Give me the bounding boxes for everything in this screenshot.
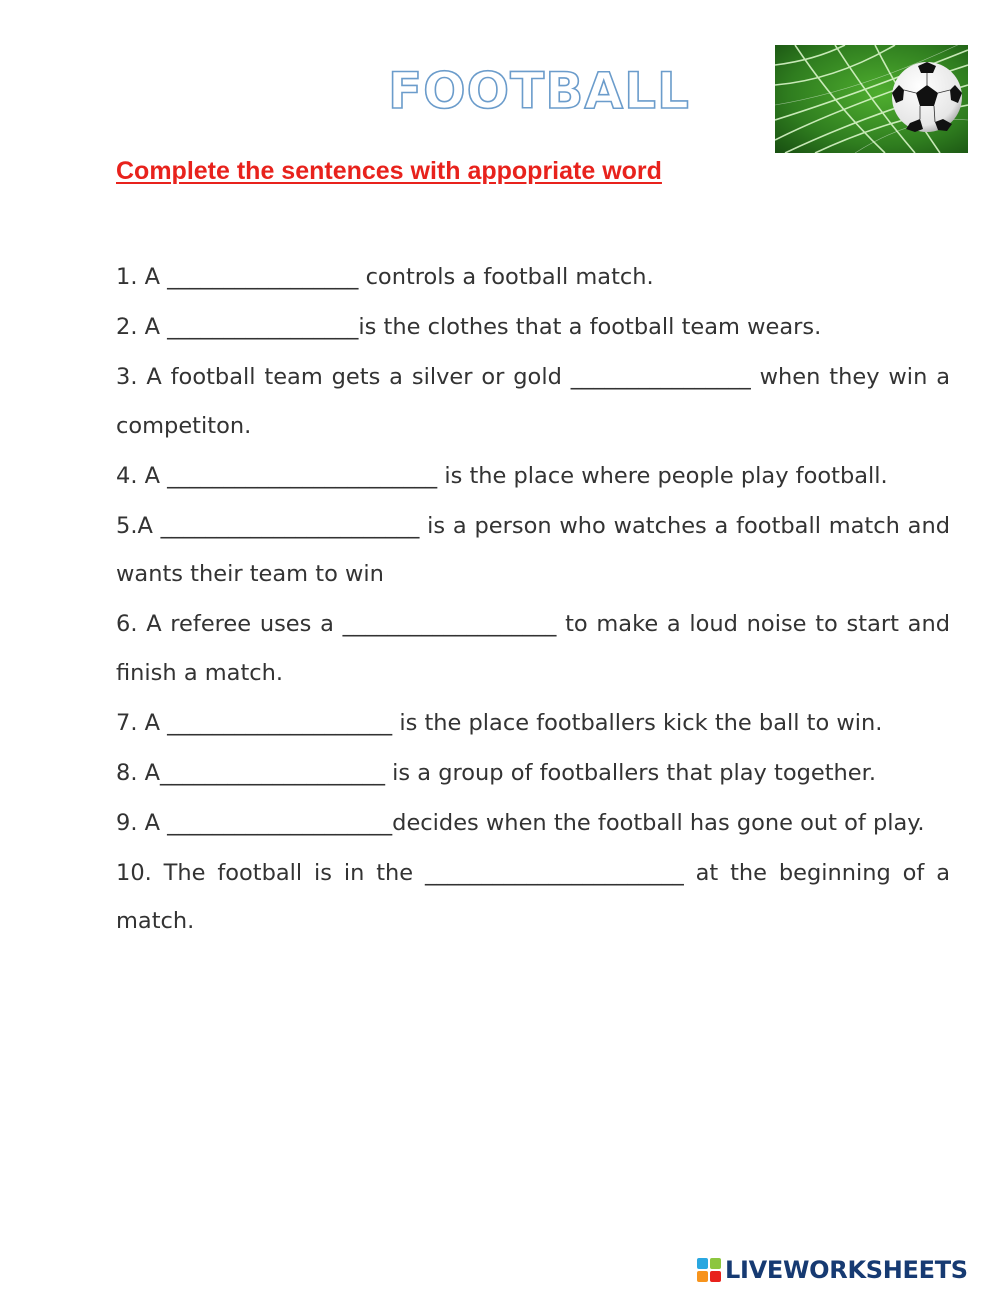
logo-block-green <box>710 1258 721 1269</box>
liveworksheets-logo[interactable] <box>697 1254 968 1286</box>
question-3: 3. A football team gets a silver or gold ________________ when they win a competiton. <box>116 364 950 439</box>
question-8: 8. A____________________ is a group of footballers that play together. <box>116 759 876 786</box>
question-7: 7. A ____________________ is the place footballers kick the ball to win. <box>116 709 883 736</box>
question-6: 6. A referee uses a ___________________ to make a loud noise to start and finish a match. <box>116 611 950 686</box>
question-list <box>116 253 950 947</box>
question-10: 10. The football is in the _______________________ at the beginning of a match. <box>116 859 950 934</box>
logo-text: LIVEWORKSHEETS <box>725 1256 968 1284</box>
instruction-heading: Complete the sentences with appopriate word <box>116 157 662 185</box>
football-net-illustration <box>775 45 968 153</box>
soccer-ball-icon <box>892 62 962 132</box>
question-4: 4. A ________________________ is the place where people play football. <box>116 462 888 489</box>
question-1: 1. A _________________ controls a football match. <box>116 264 654 290</box>
page-title: FOOTBALL <box>388 62 690 120</box>
logo-block-orange <box>697 1271 708 1282</box>
logo-block-red <box>710 1271 721 1282</box>
logo-block-blue <box>697 1258 708 1269</box>
football-net-image <box>775 45 968 153</box>
question-2: 2. A _________________is the clothes that a football team wears. <box>116 314 822 340</box>
logo-blocks-icon <box>697 1258 721 1282</box>
question-5: 5.A _______________________ is a person who watches a football match and wants their team to win <box>116 512 950 587</box>
question-9: 9. A ____________________decides when the football has gone out of play. <box>116 809 925 836</box>
